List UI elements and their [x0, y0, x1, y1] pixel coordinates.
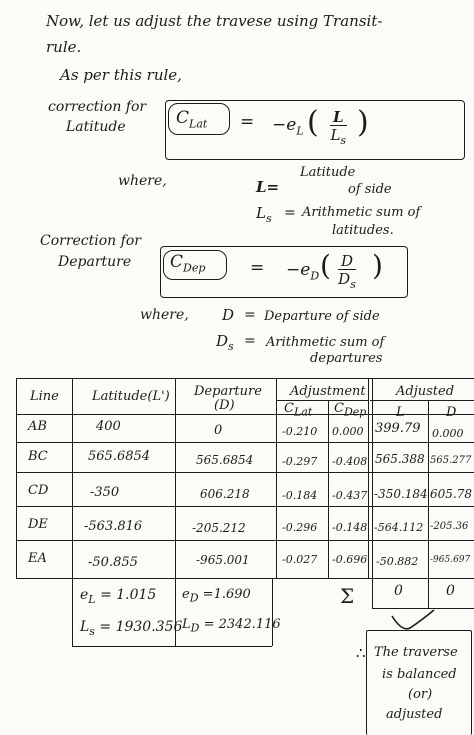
ls-equals: =: [284, 205, 296, 221]
table-row-bc-adj-d: 565.277: [430, 455, 472, 466]
header-departure-1: Departure: [194, 384, 262, 399]
sigma-symbol: Σ: [340, 584, 355, 608]
table-row-ea-cdep: -0.696: [332, 553, 368, 566]
l-desc-1: Latitude: [300, 165, 356, 180]
header-c-dep: $C_{Dep}$: [334, 401, 367, 419]
conclusion-line-4: adjusted: [386, 707, 443, 722]
dep-close-paren: ): [372, 249, 383, 282]
sum-adjusted-l: 0: [394, 583, 403, 599]
table-row-ab-adj-d: 0.000: [432, 427, 464, 440]
dep-lhs: $C_{Dep}$: [170, 252, 206, 275]
intro-line-2: rule.: [46, 38, 82, 56]
conclusion-line-1: The traverse: [374, 645, 458, 660]
header-adjusted-l: L: [396, 405, 405, 420]
header-adjustment: Adjustment: [290, 384, 366, 399]
header-c-lat: $C_{Lat}$: [284, 401, 313, 419]
ls-desc-1: Arithmetic sum of: [302, 205, 421, 220]
ds-equals: =: [244, 333, 256, 349]
table-row-de-adj-l: -564.112: [374, 521, 424, 534]
lat-equals: =: [240, 112, 255, 132]
ds-desc-2: departures: [310, 351, 383, 366]
table-row-ea-adj-l: -50.882: [376, 555, 419, 568]
l-symbol: L=: [256, 178, 280, 196]
e-d-value: $e_D =1.690$: [182, 587, 251, 605]
lat-open-paren: (: [307, 105, 319, 140]
header-latitude: Latitude(L'): [92, 389, 170, 404]
e-l-value: $e_L = 1.015$: [80, 587, 157, 606]
table-row-ab-clat: -0.210: [282, 425, 318, 438]
where-label-2: where,: [140, 307, 189, 323]
table-row-ea-clat: -0.027: [282, 553, 318, 566]
as-per-rule: As per this rule,: [60, 66, 182, 84]
table-row-de-adj-d: -205.36: [430, 521, 469, 532]
where-label-1: where,: [118, 173, 167, 189]
dep-equals: =: [250, 258, 265, 278]
dep-correction-label-2: Departure: [58, 254, 132, 270]
l-d-value: $L_D = 2342.116$: [182, 617, 281, 635]
ds-desc-1: Arithmetic sum of: [266, 335, 385, 350]
lat-lhs: $C_{Lat}$: [176, 108, 208, 131]
table-row-ea-dep: -965.001: [196, 553, 250, 567]
ds-symbol: $D_s$: [216, 332, 234, 353]
dep-minus-e: $-e_D$: [286, 260, 320, 283]
header-line: Line: [30, 389, 59, 404]
table-row-ea-adj-d: -965.697: [430, 555, 471, 565]
table-row-de-line: DE: [28, 517, 48, 532]
table-row-de-lat: -563.816: [84, 519, 143, 534]
d-equals: =: [244, 307, 256, 323]
dep-correction-label-1: Correction for: [40, 233, 141, 249]
lat-correction-label-1: correction for: [48, 99, 147, 115]
d-desc: Departure of side: [264, 309, 380, 324]
table-row-bc-lat: 565.6854: [88, 449, 151, 464]
d-symbol: D: [222, 306, 235, 324]
table-row-cd-lat: -350: [90, 485, 120, 500]
l-s-value: $L_s = 1930.356$: [80, 619, 183, 638]
l-desc-2: of side: [348, 182, 392, 197]
table-row-ea-lat: -50.855: [88, 555, 138, 570]
conclusion-line-2: is balanced: [382, 667, 457, 682]
table-row-bc-dep: 565.6854: [196, 453, 254, 467]
table-row-ea-line: EA: [28, 551, 47, 566]
dep-open-paren: (: [320, 249, 331, 282]
table-row-cd-line: CD: [28, 483, 49, 498]
lat-minus-e: $-e_L$: [272, 115, 304, 138]
header-departure-2: (D): [214, 398, 235, 413]
dep-fraction: $\frac{D}{D_s}$: [338, 252, 356, 291]
table-row-bc-adj-l: 565.388: [375, 452, 425, 466]
sum-adjusted-d: 0: [446, 583, 455, 599]
table-row-ab-cdep: 0.000: [332, 425, 364, 438]
intro-line-1: Now, let us adjust the travese using Transit-: [46, 12, 383, 30]
table-row-bc-clat: -0.297: [282, 455, 318, 468]
table-row-bc-cdep: -0.408: [332, 455, 368, 468]
table-row-de-cdep: -0.148: [332, 521, 368, 534]
lat-correction-label-2: Latitude: [66, 119, 126, 135]
table-row-cd-adj-l: -350.184: [374, 487, 428, 501]
table-row-ab-adj-l: 399.79: [375, 421, 421, 436]
table-row-ab-dep: 0: [214, 423, 223, 438]
table-row-cd-dep: 606.218: [200, 487, 250, 501]
ls-desc-2: latitudes.: [332, 223, 394, 238]
table-row-cd-cdep: -0.437: [332, 489, 368, 502]
table-row-bc-line: BC: [28, 449, 48, 464]
header-adjusted: Adjusted: [396, 384, 455, 399]
table-row-de-clat: -0.296: [282, 521, 318, 534]
conclusion-line-3: (or): [408, 687, 433, 702]
lat-fraction: $\frac{L}{L_s}$: [330, 108, 347, 147]
table-row-de-dep: -205.212: [192, 521, 246, 535]
header-adjusted-d: D: [446, 405, 457, 420]
table-row-cd-clat: -0.184: [282, 489, 318, 502]
table-row-ab-line: AB: [28, 419, 47, 434]
therefore-symbol: ∴: [356, 644, 366, 662]
table-row-cd-adj-d: 605.78: [430, 487, 472, 501]
lat-close-paren: ): [357, 105, 369, 140]
table-row-ab-lat: 400: [96, 419, 121, 434]
ls-symbol: $L_s$: [256, 204, 272, 225]
